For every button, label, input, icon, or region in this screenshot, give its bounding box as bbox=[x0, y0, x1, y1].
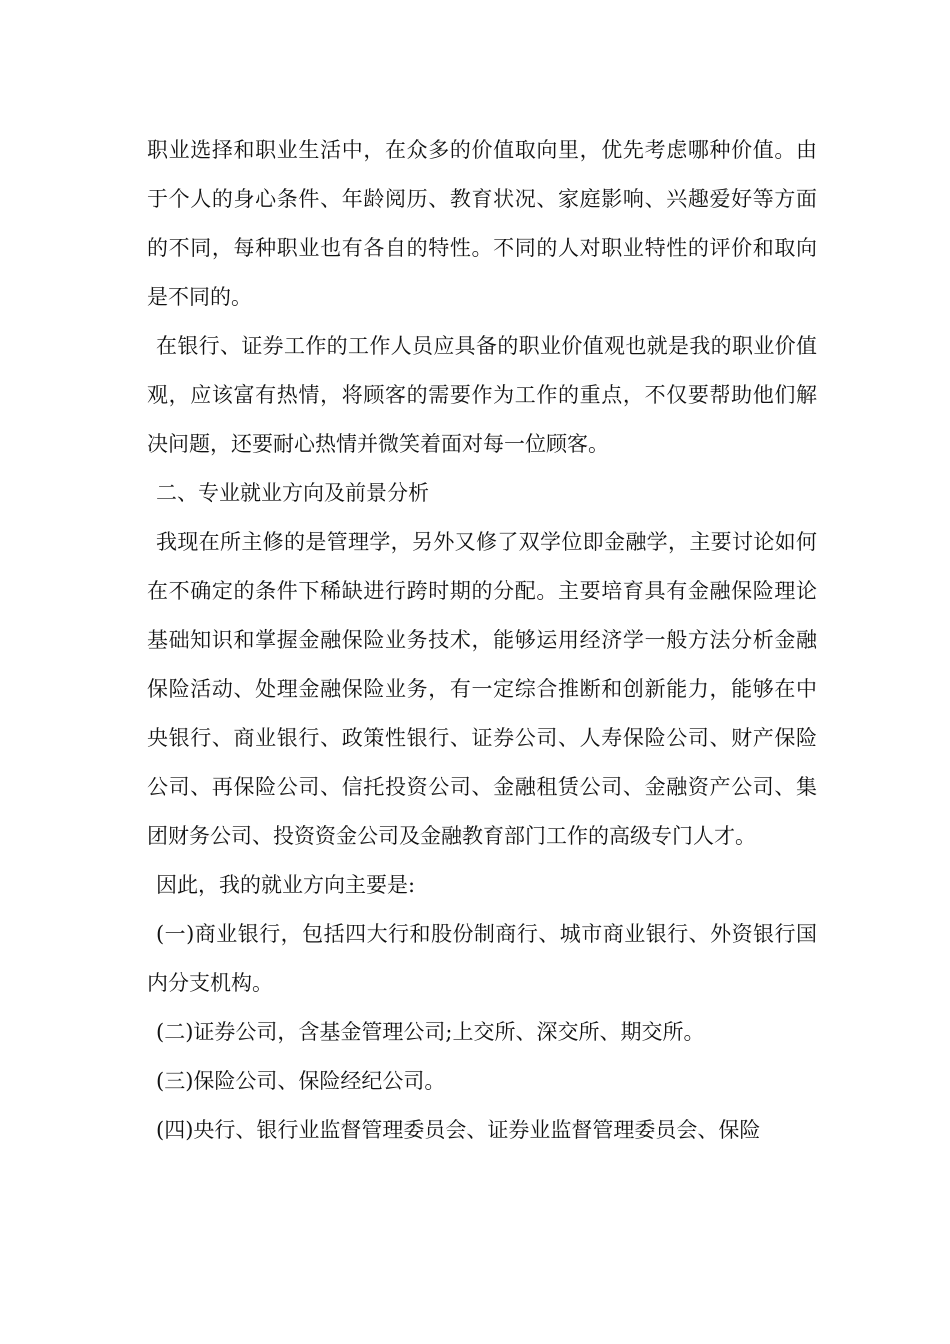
document-body bbox=[147, 126, 817, 1155]
list-item-commercial-banks: (一)商业银行，包括四大行和股份制商行、城市商业银行、外资银行国内分支机构。 bbox=[147, 922, 817, 995]
section-heading-career-direction: 二、专业就业方向及前景分析 bbox=[156, 481, 429, 505]
list-item-securities: (二)证券公司，含基金管理公司;上交所、深交所、期交所。 bbox=[156, 1020, 705, 1044]
paragraph-value-priority: 职业选择和职业生活中，在众多的价值取向里，优先考虑哪种价值。由于个人的身心条件、年龄阅历、教育状况、家庭影响、兴趣爱好等方面的不同，每种职业也有各自的特性。不同的人对职业特性的评价和取向是不同的。 bbox=[147, 138, 817, 309]
paragraph-career-values: 在银行、证券工作的工作人员应具备的职业价值观也就是我的职业价值观，应该富有热情，将顾客的需要作为工作的重点，不仅要帮助他们解决问题，还要耐心热情并微笑着面对每一位顾客。 bbox=[147, 334, 817, 456]
paragraph-major-description: 我现在所主修的是管理学，另外又修了双学位即金融学，主要讨论如何在不确定的条件下稀缺进行跨时期的分配。主要培育具有金融保险理论基础知识和掌握金融保险业务技术，能够运用经济学一般方法分析金融保险活动、处理金融保险业务，有一定综合推断和创新能力，能够在中央银行、商业银行、政策性银行、证券公司、人寿保险公司、财产保险公司、再保险公司、信托投资公司、金融租赁公司、金融资产公司、集团财务公司、投资资金公司及金融教育部门工作的高级专门人才。 bbox=[147, 530, 817, 848]
list-item-insurance: (三)保险公司、保险经纪公司。 bbox=[156, 1069, 446, 1093]
paragraph-direction-intro: 因此，我的就业方向主要是: bbox=[156, 873, 416, 897]
list-item-regulators: (四)央行、银行业监督管理委员会、证券业监督管理委员会、保险 bbox=[156, 1118, 761, 1142]
